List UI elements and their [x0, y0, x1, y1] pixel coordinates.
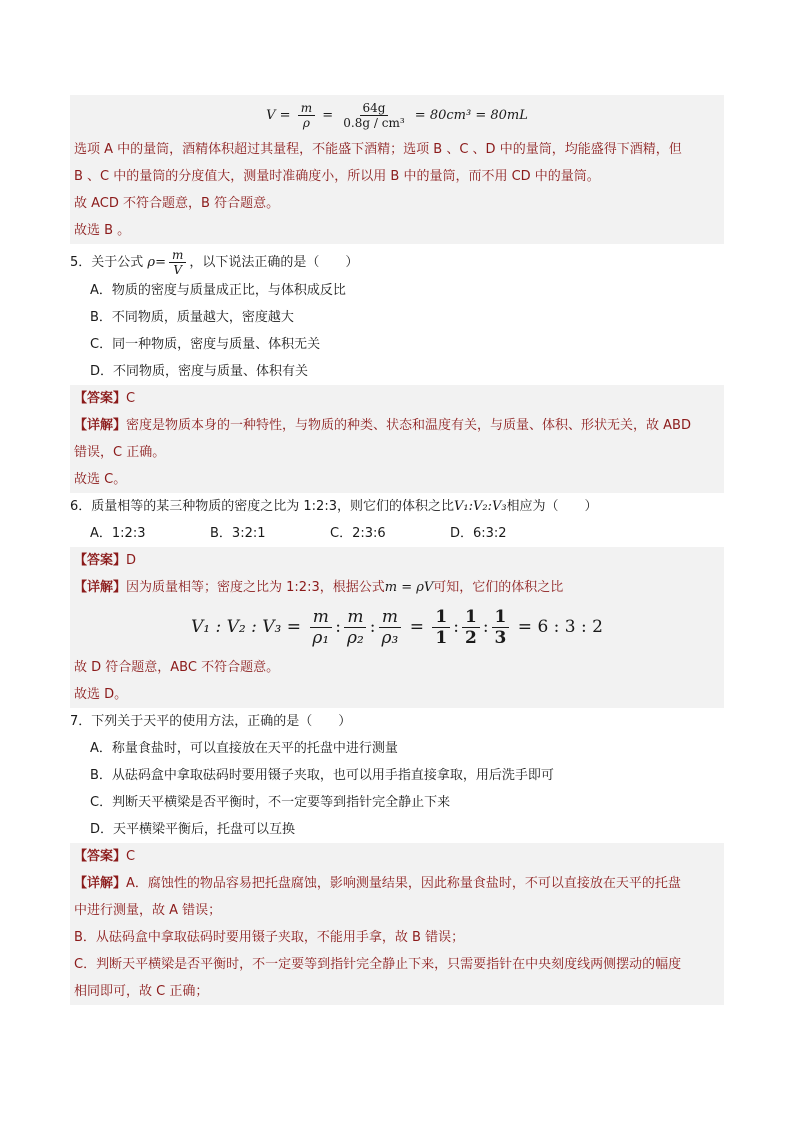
fraction-denominator: ρ₃: [381, 628, 399, 648]
fraction-numerator: 1: [462, 607, 480, 628]
fraction-numerator: m: [310, 607, 332, 628]
detail-text: A．腐蚀性的物品容易把托盘腐蚀，影响测量结果，因此称量食盐时，不可以直接放在天平的托盘: [126, 876, 681, 891]
question-7-stem: 7．下列关于天平的使用方法，正确的是（ ）: [70, 714, 352, 729]
option-a: A．物质的密度与质量成正比，与体积成反比: [90, 283, 346, 298]
fraction-denominator: 1: [435, 628, 448, 648]
fraction: [432, 607, 450, 648]
answer-line: [74, 385, 720, 412]
option-d: D．天平横梁平衡后，托盘可以互换: [90, 822, 296, 837]
answer-value: C: [126, 849, 136, 864]
formula-symbol: V₁:V₂:V₃: [453, 499, 507, 514]
solution-conclusion: 故选 B 。: [74, 223, 131, 238]
answer-tag: 【答案】: [74, 553, 127, 568]
answer-tag: 【答案】: [74, 849, 127, 864]
stem-text: 相应为（ ）: [506, 499, 598, 514]
fraction-numerator: m: [169, 248, 186, 263]
q7-solution-block: [70, 843, 724, 1005]
answer-value: C: [126, 391, 136, 406]
question-6-options: [70, 520, 724, 547]
stem-text: 6．质量相等的某三种物质的密度之比为 1:2:3，则它们的体积之比: [70, 499, 454, 514]
document-page: [70, 95, 724, 1005]
formula-result: = 80cm³ = 80mL: [414, 108, 528, 123]
fraction-denominator: ρ: [302, 116, 310, 130]
stem-text: ，以下说法正确的是（ ）: [189, 255, 359, 270]
question-6-stem: [70, 493, 724, 520]
solution-text-line: 故 ACD 不符合题意，B 符合题意。: [74, 196, 280, 211]
detail-text: C．判断天平横梁是否平衡时，不一定要等到指针完全静止下来，只需要指针在中央刻度线两侧摆动的幅度: [74, 957, 682, 972]
answer-line: [74, 843, 720, 870]
formula-lhs: V₁ : V₂ : V₃ =: [191, 617, 302, 637]
option-d: D．6:3:2: [450, 526, 507, 541]
fraction-denominator: V: [173, 263, 182, 277]
option-c: C．同一种物质，密度与质量、体积无关: [90, 337, 321, 352]
q5-solution-block: [70, 385, 724, 493]
fraction-numerator: 64g: [360, 101, 389, 116]
formula-result: = 6 : 3 : 2: [517, 617, 603, 637]
solution-text-line: B 、C 中的量筒的分度值大，测量时准确度小，所以用 B 中的量筒，而不用 CD 中的量筒。: [74, 169, 600, 184]
answer-line: [74, 547, 720, 574]
detail-tag: 【详解】: [74, 876, 127, 891]
detail-line: [74, 574, 720, 601]
fraction-numerator: m: [298, 101, 315, 116]
detail-text: 故 D 符合题意，ABC 不符合题意。: [74, 660, 280, 675]
detail-text: 相同即可，故 C 正确；: [74, 984, 209, 999]
fraction-mass-over-density: [340, 101, 407, 130]
fraction-denominator: 3: [494, 628, 507, 648]
option-a: A．称量食盐时，可以直接放在天平的托盘中进行测量: [90, 741, 398, 756]
fraction-denominator: ρ₂: [346, 628, 364, 648]
detail-text: B．从砝码盒中拿取砝码时要用镊子夹取，不能用手拿，故 B 错误；: [74, 930, 465, 945]
fraction-numerator: 1: [432, 607, 450, 628]
option-c: C．判断天平横梁是否平衡时，不一定要等到指针完全静止下来: [90, 795, 451, 810]
answer-tag: 【答案】: [74, 391, 127, 406]
q4-solution-block: [70, 95, 724, 244]
fraction: [379, 607, 402, 648]
solution-conclusion: 故选 C。: [74, 472, 127, 487]
fraction: [309, 607, 332, 648]
detail-text: 错误，C 正确。: [74, 445, 166, 460]
detail-tag: 【详解】: [74, 418, 127, 433]
stem-text: 5．关于公式: [70, 255, 144, 270]
fraction-m-over-v: [169, 248, 186, 277]
fraction: [462, 607, 480, 648]
option-c: C．2:3:6: [330, 526, 386, 541]
fraction-numerator: m: [379, 607, 401, 628]
option-d: D．不同物质，密度与质量、体积有关: [90, 364, 309, 379]
formula-prefix: V =: [266, 108, 291, 123]
fraction: [492, 607, 510, 648]
detail-text: 密度是物质本身的一种特性，与物质的种类、状态和温度有关，与质量、体积、形状无关，故 ABD: [126, 418, 691, 433]
fraction-denominator: 2: [464, 628, 477, 648]
answer-value: D: [126, 553, 137, 568]
fraction-numerator: 1: [492, 607, 510, 628]
question-5-stem: [70, 248, 724, 277]
detail-text: 中进行测量，故 A 错误；: [74, 903, 222, 918]
detail-line: [74, 412, 720, 439]
fraction-m-over-rho: [298, 101, 315, 130]
detail-text: 因为质量相等；密度之比为 1:2:3，根据公式: [126, 580, 385, 595]
fraction-denominator: ρ₁: [312, 628, 330, 648]
option-b: B．不同物质，质量越大，密度越大: [90, 310, 294, 325]
option-a: A．1:2:3: [90, 526, 146, 541]
q6-volume-ratio-formula: V₁ : V₂ : V₃ = $\frac{m}{\text{ρ₁}}$ : $\frac{m}{\text{ρ₂}}$ : $\frac{m}{\text{ρ₃}}$ = $\frac{1}{1}$ : $\frac{1}{2}$ : $\frac{1}{3}$ = 6 : 3 : 2: [191, 607, 603, 648]
fraction-numerator: m: [344, 607, 366, 628]
detail-tag: 【详解】: [74, 580, 127, 595]
detail-text: 可知，它们的体积之比: [433, 580, 564, 595]
option-b: B．3:2:1: [210, 526, 266, 541]
formula-symbol: ρ=: [147, 255, 166, 270]
solution-text-line: 选项 A 中的量筒，酒精体积超过其量程，不能盛下酒精；选项 B 、C 、D 中的量筒，均能盛得下酒精，但: [74, 142, 682, 157]
q6-solution-block: [70, 547, 724, 708]
q4-volume-formula: V = $\frac{m}{\rho}$ = $\frac{64g}{\text{0.8g / cm³}}$ = 80cm³ = 80mL: [266, 101, 528, 130]
formula-inline: m = ρV: [384, 580, 434, 595]
option-b: B．从砝码盒中拿取砝码时要用镊子夹取，也可以用手指直接拿取，用后洗手即可: [90, 768, 554, 783]
fraction: [344, 607, 367, 648]
solution-conclusion: 故选 D。: [74, 687, 128, 702]
fraction-denominator: 0.8g / cm³: [343, 116, 405, 130]
detail-line: [74, 870, 720, 897]
